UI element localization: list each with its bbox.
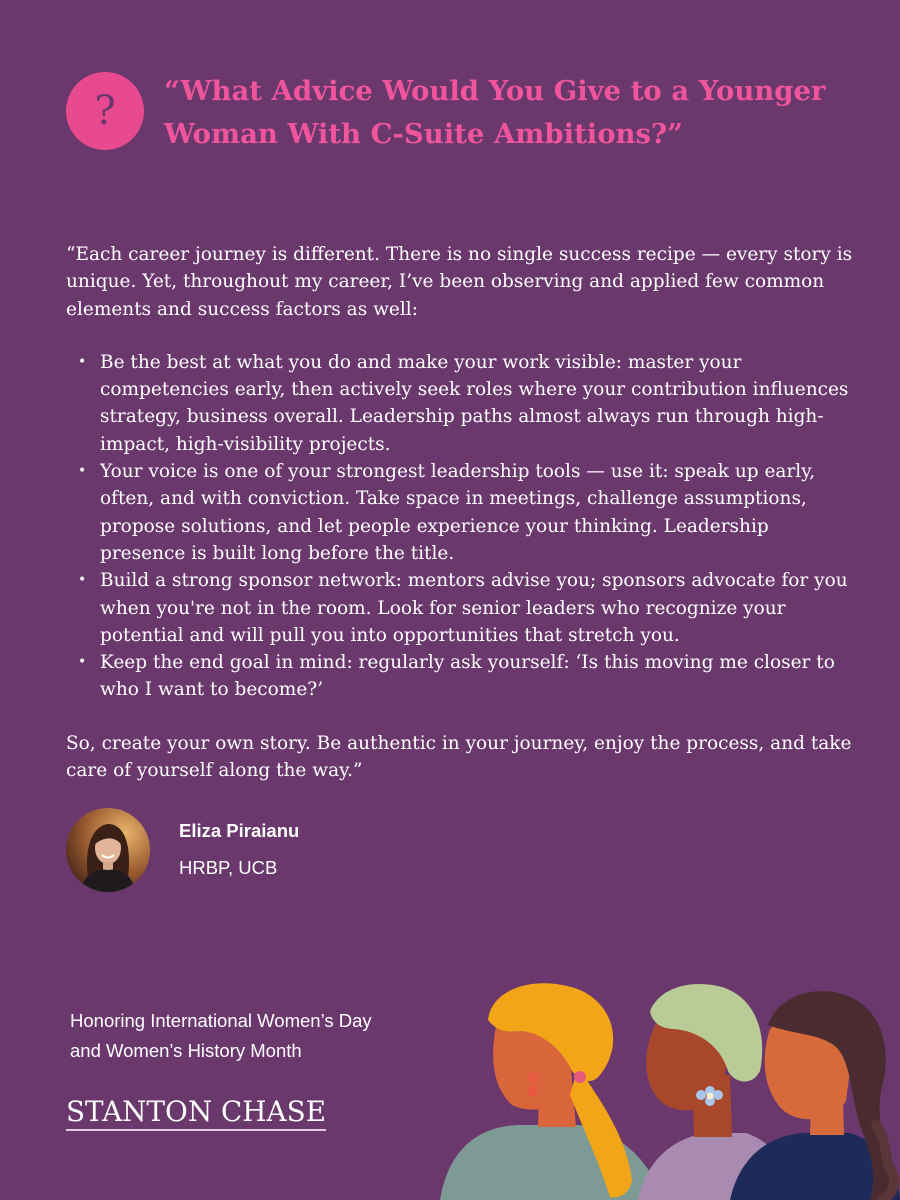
author-role: HRBP, UCB bbox=[179, 857, 278, 878]
stanton-chase-logo bbox=[66, 1094, 328, 1134]
honor-line-1: Honoring International Women’s Day bbox=[70, 1010, 372, 1031]
page-title: “What Advice Would You Give to a Younger Woman With C-Suite Ambitions?” bbox=[164, 75, 826, 150]
honor-text bbox=[70, 1006, 490, 1066]
list-item: • Build a strong sponsor network: mentors advise you; sponsors advocate for you when you're not in the room. Look for senior leaders who recognize your potential and will pull you into opportunities that stretch you. bbox=[66, 567, 856, 649]
quote-closing: So, create your own story. Be authentic in your journey, enjoy the process, and take care of yourself along the way.” bbox=[66, 732, 852, 782]
author-name: Eliza Piraianu bbox=[179, 820, 300, 841]
honor-line-2: and Women’s History Month bbox=[70, 1040, 302, 1061]
list-item: • Be the best at what you do and make your work visible: master your competencies early, then actively seek roles where your contribution influences strategy, business overall. Leadership paths almost always run through high-impact, high-visibility projects. bbox=[66, 349, 856, 458]
quote-block bbox=[66, 241, 856, 784]
author-card bbox=[66, 808, 299, 892]
list-item: • Keep the end goal in mind: regularly ask yourself: ‘Is this moving me closer to who I want to become?’ bbox=[66, 649, 856, 704]
women-illustration bbox=[430, 975, 900, 1200]
advice-list bbox=[66, 349, 856, 704]
list-item: • Your voice is one of your strongest leadership tools — use it: speak up early, often, and with conviction. Take space in meetings, challenge assumptions, propose solutions, and let people experience your thinking. Leadership presence is built long before the title. bbox=[66, 458, 856, 567]
avatar bbox=[66, 808, 150, 892]
question-mark-icon bbox=[66, 72, 144, 150]
question-mark-symbol: ? bbox=[94, 88, 116, 134]
logo-wordmark: STANTON CHASE bbox=[66, 1095, 326, 1128]
quote-intro: “Each career journey is different. There is no single success recipe — every story is unique. Yet, throughout my career, I’ve been observing and applied few common elements and success factors as well: bbox=[66, 244, 853, 320]
